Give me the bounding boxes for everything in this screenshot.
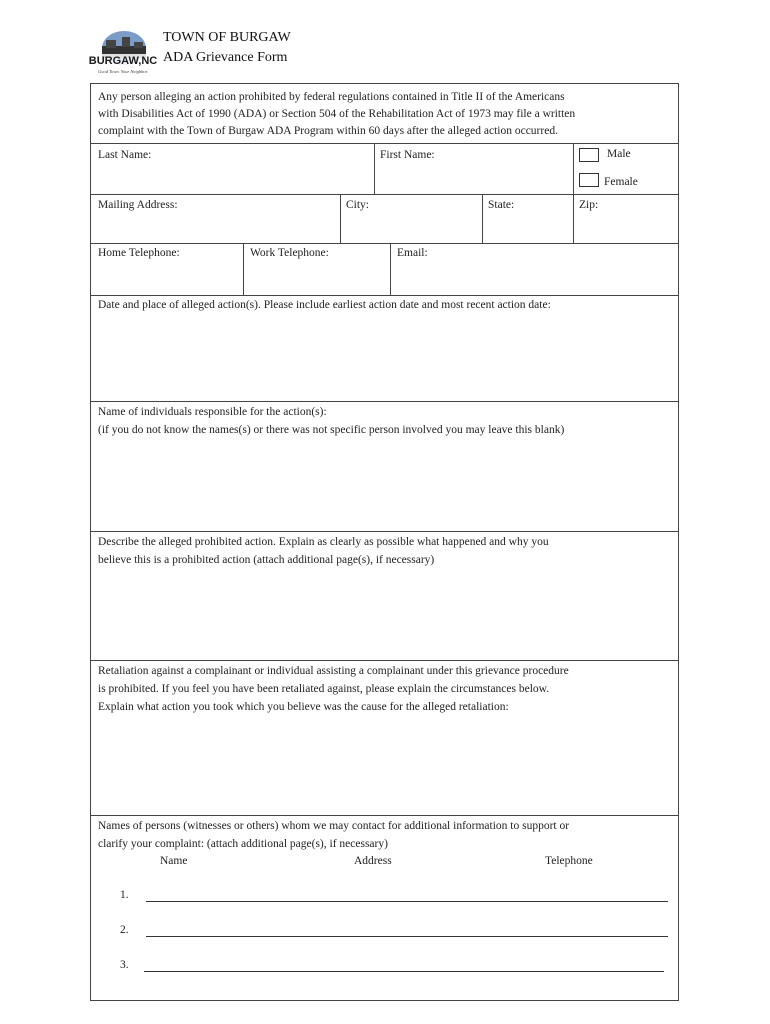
town-logo — [88, 28, 158, 76]
first-name-field[interactable] — [378, 162, 570, 192]
form-title: TOWN OF BURGAW — [163, 30, 291, 45]
describe-label: Describe the alleged prohibited action. Explain as clearly as possible what happened and why you — [98, 536, 549, 548]
female-checkbox[interactable] — [579, 173, 599, 187]
female-label: Female — [604, 176, 638, 188]
male-label: Male — [607, 148, 631, 160]
email-field[interactable] — [394, 264, 675, 292]
intro-line: complaint with the Town of Burgaw ADA Program within 60 days after the alleged action occurred. — [98, 125, 558, 137]
witness-row-number: 1. — [120, 889, 129, 901]
logo-text: BURGAW,NC — [88, 55, 158, 67]
zip-label: Zip: — [579, 199, 599, 211]
mailing-address-label: Mailing Address: — [98, 199, 178, 211]
witness-row-number: 2. — [120, 924, 129, 936]
state-field[interactable] — [486, 214, 570, 240]
home-telephone-label: Home Telephone: — [98, 247, 180, 259]
describe-label: believe this is a prohibited action (attach additional page(s), if necessary) — [98, 554, 435, 566]
witness-name-header: Name — [160, 855, 188, 867]
first-name-label: First Name: — [380, 149, 435, 161]
retaliation-label: is prohibited. If you feel you have been retaliated against, please explain the circumstances below. — [98, 683, 550, 695]
witnesses-label: clarify your complaint: (attach additional page(s), if necessary) — [98, 838, 388, 850]
male-checkbox[interactable] — [579, 148, 599, 162]
mailing-address-field[interactable] — [97, 214, 337, 240]
city-field[interactable] — [344, 214, 479, 240]
city-label: City: — [346, 199, 370, 211]
work-telephone-label: Work Telephone: — [250, 247, 329, 259]
date-place-label: Date and place of alleged action(s). Please include earliest action date and most recent action date: — [98, 299, 551, 311]
witnesses-label: Names of persons (witnesses or others) whom we may contact for additional information to support or — [98, 820, 570, 832]
witness-line[interactable] — [144, 971, 664, 972]
date-place-field[interactable] — [97, 318, 675, 398]
individuals-label: Name of individuals responsible for the action(s): — [98, 406, 327, 418]
last-name-label: Last Name: — [98, 149, 152, 161]
individuals-note: (if you do not know the names(s) or there was not specific person involved you may leave this blank) — [98, 424, 565, 436]
state-label: State: — [488, 199, 515, 211]
form-subtitle: ADA Grievance Form — [163, 50, 288, 65]
home-telephone-field[interactable] — [97, 264, 240, 292]
last-name-field[interactable] — [97, 162, 371, 192]
retaliation-label: Retaliation against a complainant or individual assisting a complainant under this grievance procedure — [98, 665, 569, 677]
grievance-form — [90, 83, 679, 1001]
individuals-field[interactable] — [97, 442, 675, 528]
retaliation-label: Explain what action you took which you believe was the cause for the alleged retaliation: — [98, 701, 509, 713]
retaliation-field[interactable] — [97, 720, 675, 812]
witness-line[interactable] — [146, 901, 668, 902]
witness-telephone-header: Telephone — [545, 855, 593, 867]
intro-line: with Disabilities Act of 1990 (ADA) or Section 504 of the Rehabilitation Act of 1973 may file a written — [98, 108, 576, 120]
intro-line: Any person alleging an action prohibited by federal regulations contained in Title II of the Americans — [98, 91, 565, 103]
work-telephone-field[interactable] — [247, 264, 387, 292]
email-label: Email: — [397, 247, 428, 259]
describe-field[interactable] — [97, 572, 675, 657]
witness-line[interactable] — [146, 936, 668, 937]
zip-field[interactable] — [577, 214, 675, 240]
witness-row-number: 3. — [120, 959, 129, 971]
witness-address-header: Address — [354, 855, 392, 867]
logo-tagline: Good Town. Your Neighbor. — [97, 69, 149, 74]
